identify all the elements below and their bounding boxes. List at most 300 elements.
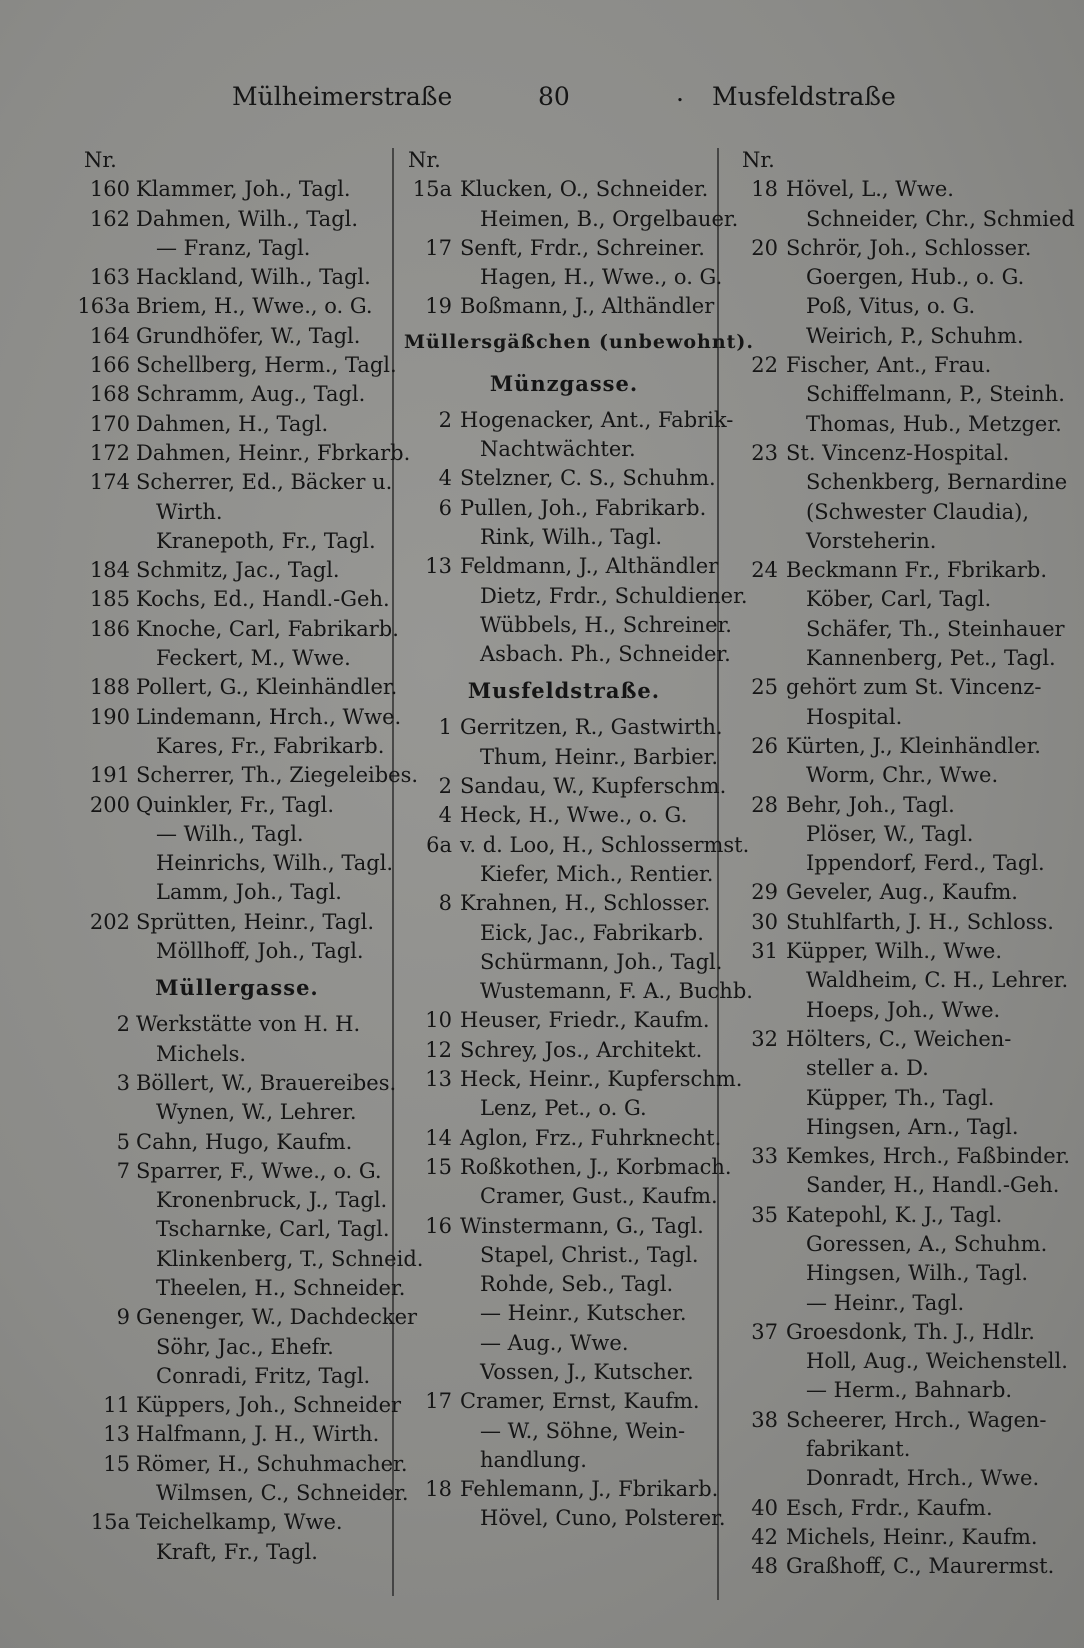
- house-number: 168: [89, 382, 130, 407]
- directory-entry: [72, 878, 402, 907]
- house-number: 2: [438, 407, 452, 432]
- directory-entry: [72, 556, 402, 585]
- resident-text: Tscharnke, Carl, Tagl.: [156, 1217, 390, 1242]
- street-heading: [72, 966, 402, 1010]
- resident-text: Hackland, Wilh., Tagl.: [136, 265, 371, 290]
- directory-entry: [404, 772, 727, 801]
- directory-entry: [736, 908, 1076, 937]
- resident-text: Cahn, Hugo, Kaufm.: [136, 1129, 353, 1154]
- house-number: 185: [89, 587, 130, 612]
- page-number: 80: [538, 82, 570, 111]
- house-number: 40: [751, 1495, 778, 1520]
- directory-entry: [736, 703, 1076, 732]
- resident-text: Esch, Frdr., Kaufm.: [786, 1495, 993, 1520]
- directory-entry: [72, 498, 402, 527]
- directory-entry: [404, 1299, 724, 1328]
- column-2: [404, 146, 755, 1534]
- street-heading: [404, 669, 724, 713]
- resident-text: Halfmann, J. H., Wirth.: [136, 1422, 380, 1447]
- directory-entry: [736, 1376, 1076, 1405]
- directory-entry: [404, 713, 724, 742]
- resident-text: Holl, Aug., Weichenstell.: [806, 1349, 1068, 1374]
- directory-entry: [736, 263, 1076, 292]
- house-number: 9: [116, 1305, 130, 1330]
- resident-text: Hospital.: [806, 704, 903, 729]
- directory-entry: [736, 556, 1076, 585]
- directory-entry: [72, 1479, 409, 1508]
- directory-entry: [404, 175, 724, 204]
- resident-text: Vossen, J., Kutscher.: [480, 1359, 694, 1384]
- resident-text: Dahmen, Wilh., Tagl.: [136, 206, 359, 231]
- house-number: 190: [89, 704, 130, 729]
- resident-text: Krahnen, H., Schlosser.: [460, 891, 711, 916]
- directory-entry: [72, 732, 402, 761]
- resident-text: — Heinr., Tagl.: [806, 1290, 965, 1315]
- resident-text: steller a. D.: [806, 1056, 929, 1081]
- house-number: 12: [425, 1037, 452, 1062]
- resident-text: Rink, Wilh., Tagl.: [480, 524, 663, 549]
- resident-text: Hövel, L., Wwe.: [786, 177, 954, 202]
- directory-entry: [72, 1303, 418, 1332]
- resident-text: Knoche, Carl, Fabrikarb.: [136, 616, 399, 641]
- resident-text: Stapel, Christ., Tagl.: [480, 1242, 699, 1267]
- resident-text: (Schwester Claudia),: [806, 499, 1030, 524]
- directory-entry: [736, 1171, 1076, 1200]
- house-number: 5: [116, 1129, 130, 1154]
- directory-entry: [72, 849, 402, 878]
- directory-entry: [72, 468, 402, 497]
- resident-text: Wustemann, F. A., Buchb.: [480, 979, 753, 1004]
- house-number: 31: [751, 939, 778, 964]
- house-number: 163: [89, 265, 130, 290]
- directory-entry: [72, 791, 402, 820]
- resident-text: Nachtwächter.: [480, 437, 636, 462]
- house-number: 202: [89, 909, 130, 934]
- directory-entry: [736, 1142, 1076, 1171]
- page-header: [0, 78, 1084, 118]
- directory-entry: [72, 322, 402, 351]
- house-number: 25: [751, 675, 778, 700]
- resident-text: Wynen, W., Lehrer.: [156, 1100, 357, 1125]
- directory-entry: [736, 1464, 1076, 1493]
- directory-entry: [736, 292, 1076, 321]
- directory-entry: [404, 205, 739, 234]
- directory-entry: [72, 292, 402, 321]
- house-number: 200: [89, 792, 130, 817]
- number-column-label: [736, 146, 1076, 175]
- resident-text: Quinkler, Fr., Tagl.: [136, 792, 334, 817]
- directory-entry: [736, 1230, 1076, 1259]
- resident-text: Thum, Heinr., Barbier.: [480, 744, 719, 769]
- directory-entry: [72, 1333, 402, 1362]
- directory-entry: [736, 1113, 1076, 1142]
- resident-text: Küppers, Joh., Schneider: [136, 1393, 402, 1418]
- directory-entry: [404, 889, 724, 918]
- house-number: 13: [103, 1422, 130, 1447]
- resident-text: Genenger, W., Dachdecker: [136, 1305, 418, 1330]
- resident-text: Weirich, P., Schuhm.: [806, 323, 1024, 348]
- directory-entry: [72, 351, 402, 380]
- resident-text: Michels, Heinr., Kaufm.: [786, 1524, 1038, 1549]
- resident-text: Waldheim, C. H., Lehrer.: [806, 968, 1069, 993]
- house-number: 19: [425, 294, 452, 319]
- resident-text: Boßmann, J., Althändler: [460, 294, 715, 319]
- resident-text: Hövel, Cuno, Polsterer.: [480, 1506, 726, 1531]
- house-number: 22: [751, 353, 778, 378]
- header-dot: .: [676, 78, 684, 107]
- directory-entry: [72, 644, 402, 673]
- resident-text: Thomas, Hub., Metzger.: [806, 411, 1062, 436]
- column-3: [736, 146, 1076, 1582]
- resident-text: Heck, Heinr., Kupferschm.: [460, 1067, 743, 1092]
- resident-text: Senft, Frdr., Schreiner.: [460, 235, 705, 260]
- directory-entry: [736, 849, 1076, 878]
- resident-text: Dahmen, H., Tagl.: [136, 411, 329, 436]
- directory-entry: [736, 1494, 1076, 1523]
- directory-entry: [404, 1446, 724, 1475]
- house-number: 30: [751, 909, 778, 934]
- resident-text: Theelen, H., Schneider.: [156, 1275, 406, 1300]
- house-number: 191: [89, 763, 130, 788]
- number-column-label: [72, 146, 402, 175]
- house-number: 3: [116, 1070, 130, 1095]
- resident-text: Küpper, Th., Tagl.: [806, 1085, 995, 1110]
- house-number: 170: [89, 411, 130, 436]
- resident-text: Klucken, O., Schneider.: [460, 177, 709, 202]
- directory-entry: [404, 234, 724, 263]
- directory-entry: [72, 1274, 406, 1303]
- house-number: 28: [751, 792, 778, 817]
- house-number: 10: [425, 1008, 452, 1033]
- directory-entry: [404, 831, 750, 860]
- resident-text: Behr, Joh., Tagl.: [786, 792, 955, 817]
- house-number: 42: [751, 1524, 778, 1549]
- directory-entry: [404, 523, 724, 552]
- resident-text: Eick, Jac., Fabrikarb.: [480, 920, 704, 945]
- resident-text: Schrey, Jos., Architekt.: [460, 1037, 703, 1062]
- resident-text: Klinkenberg, T., Schneid.: [156, 1246, 424, 1271]
- house-number: 17: [425, 235, 452, 260]
- directory-entry: [72, 1391, 402, 1420]
- directory-entry: [404, 977, 753, 1006]
- resident-text: Sprütten, Heinr., Tagl.: [136, 909, 375, 934]
- resident-text: Pullen, Joh., Fabrikarb.: [460, 495, 707, 520]
- resident-text: Hingsen, Arn., Tagl.: [806, 1114, 1019, 1139]
- resident-text: Sandau, W., Kupferschm.: [460, 774, 727, 799]
- resident-text: — Wilh., Tagl.: [156, 821, 304, 846]
- directory-entry: [736, 732, 1076, 761]
- resident-text: Gerritzen, R., Gastwirth.: [460, 715, 723, 740]
- directory-entry: [72, 175, 402, 204]
- resident-text: Kraft, Fr., Tagl.: [156, 1539, 318, 1564]
- house-number: 162: [89, 206, 130, 231]
- directory-entry: [404, 406, 734, 435]
- directory-entry: [404, 1153, 732, 1182]
- directory-entry: [72, 380, 402, 409]
- resident-text: Hingsen, Wilh., Tagl.: [806, 1261, 1029, 1286]
- resident-text: Grundhöfer, W., Tagl.: [136, 323, 361, 348]
- house-number: 38: [751, 1407, 778, 1432]
- resident-text: Nr.: [408, 148, 441, 172]
- directory-entry: [72, 410, 402, 439]
- directory-entry: [736, 1523, 1076, 1552]
- directory-entry: [404, 743, 724, 772]
- resident-text: Klammer, Joh., Tagl.: [136, 177, 351, 202]
- house-number: 188: [89, 675, 130, 700]
- resident-text: Feckert, M., Wwe.: [156, 646, 351, 671]
- directory-entry: [72, 1420, 402, 1449]
- resident-text: Aglon, Frz., Fuhrknecht.: [460, 1125, 722, 1150]
- directory-entry: [72, 673, 402, 702]
- resident-text: Schmitz, Jac., Tagl.: [136, 558, 340, 583]
- resident-text: Römer, H., Schuhmacher.: [136, 1451, 408, 1476]
- street-name: Musfeldstraße.: [467, 678, 661, 704]
- street-heading: [404, 362, 724, 406]
- house-number: 4: [438, 466, 452, 491]
- house-number: 7: [116, 1158, 130, 1183]
- resident-text: Kochs, Ed., Handl.-Geh.: [136, 587, 390, 612]
- directory-entry: [404, 611, 732, 640]
- resident-text: Plöser, W., Tagl.: [806, 821, 974, 846]
- directory-entry: [72, 820, 402, 849]
- directory-entry: [72, 527, 402, 556]
- house-number: 16: [425, 1213, 452, 1238]
- directory-entry: [404, 1124, 724, 1153]
- resident-text: Heinrichs, Wilh., Tagl.: [156, 851, 394, 876]
- directory-entry: [404, 292, 724, 321]
- house-number: 164: [89, 323, 130, 348]
- house-number: 184: [89, 558, 130, 583]
- house-number: 15a: [90, 1510, 130, 1535]
- house-number: 166: [89, 353, 130, 378]
- house-number: 15: [425, 1154, 452, 1179]
- directory-entry: [736, 673, 1076, 702]
- house-number: 18: [751, 177, 778, 202]
- resident-text: Scherrer, Th., Ziegeleibes.: [136, 763, 419, 788]
- resident-text: Kranepoth, Fr., Tagl.: [156, 528, 376, 553]
- house-number: 14: [425, 1125, 452, 1150]
- resident-text: Kannenberg, Pet., Tagl.: [806, 646, 1056, 671]
- directory-entry: [72, 761, 419, 790]
- house-number: 18: [425, 1477, 452, 1502]
- house-number: 13: [425, 554, 452, 579]
- directory-entry: [736, 996, 1076, 1025]
- directory-entry: [72, 1186, 402, 1215]
- resident-text: Katepohl, K. J., Tagl.: [786, 1202, 1003, 1227]
- directory-entry: [736, 791, 1076, 820]
- house-number: 29: [751, 880, 778, 905]
- resident-text: gehört zum St. Vincenz-: [786, 675, 1042, 700]
- resident-text: Stuhlfarth, J. H., Schloss.: [786, 909, 1054, 934]
- house-number: 23: [751, 440, 778, 465]
- directory-entry: [404, 801, 724, 830]
- directory-entry: [404, 582, 748, 611]
- resident-text: fabrikant.: [806, 1437, 911, 1462]
- resident-text: Sander, H., Handl.-Geh.: [806, 1173, 1060, 1198]
- directory-entry: [72, 615, 402, 644]
- resident-text: Lindemann, Hrch., Wwe.: [136, 704, 402, 729]
- directory-entry: [736, 351, 1076, 380]
- resident-text: Schürmann, Joh., Tagl.: [480, 949, 723, 974]
- resident-text: — Herm., Bahnarb.: [806, 1378, 1013, 1403]
- house-number: 11: [103, 1393, 130, 1418]
- directory-entry: [736, 498, 1076, 527]
- house-number: 13: [425, 1067, 452, 1092]
- resident-text: Werkstätte von H. H.: [136, 1012, 361, 1037]
- directory-entry: [72, 1157, 402, 1186]
- resident-text: Schäfer, Th., Steinhauer: [806, 616, 1065, 641]
- resident-text: Cramer, Ernst, Kaufm.: [460, 1389, 700, 1414]
- resident-text: Hölters, C., Weichen-: [786, 1026, 1012, 1051]
- resident-text: Fehlemann, J., Fbrikarb.: [460, 1477, 719, 1502]
- resident-text: handlung.: [480, 1447, 587, 1472]
- directory-entry: [736, 1318, 1076, 1347]
- directory-entry: [736, 1259, 1076, 1288]
- resident-text: Nr.: [742, 148, 775, 172]
- street-name: Müllersgäßchen (unbewohnt).: [404, 330, 755, 353]
- resident-text: — Aug., Wwe.: [480, 1330, 629, 1355]
- resident-text: Möllhoff, Joh., Tagl.: [156, 939, 364, 964]
- directory-entry: [736, 410, 1076, 439]
- directory-entry: [404, 464, 724, 493]
- directory-entry: [736, 1084, 1076, 1113]
- house-number: 160: [89, 177, 130, 202]
- resident-text: Dahmen, Heinr., Fbrkarb.: [136, 440, 411, 465]
- resident-text: Schellberg, Herm., Tagl.: [136, 353, 397, 378]
- house-number: 2: [116, 1012, 130, 1037]
- house-number: 15: [103, 1451, 130, 1476]
- street-name: Müllergasse.: [155, 975, 319, 1001]
- resident-text: Ippendorf, Ferd., Tagl.: [806, 851, 1045, 876]
- header-left-street: Mülheimerstraße: [232, 82, 453, 111]
- street-name: Münzgasse.: [489, 370, 639, 396]
- resident-text: Worm, Chr., Wwe.: [806, 763, 999, 788]
- resident-text: Roßkothen, J., Korbmach.: [460, 1154, 732, 1179]
- resident-text: Kürten, J., Kleinhändler.: [786, 733, 1041, 758]
- directory-entry: [736, 937, 1076, 966]
- resident-text: Donradt, Hrch., Wwe.: [806, 1466, 1040, 1491]
- house-number: 6a: [426, 832, 452, 857]
- house-number: 26: [751, 733, 778, 758]
- resident-text: Söhr, Jac., Ehefr.: [156, 1334, 334, 1359]
- resident-text: Briem, H., Wwe., o. G.: [136, 294, 373, 319]
- directory-entry: [736, 1406, 1076, 1435]
- house-number: 15a: [412, 177, 452, 202]
- directory-entry: [736, 820, 1076, 849]
- resident-text: Goergen, Hub., o. G.: [806, 265, 1025, 290]
- directory-entry: [404, 1241, 724, 1270]
- directory-entry: [404, 1094, 724, 1123]
- directory-entry: [736, 644, 1076, 673]
- resident-text: Wilmsen, C., Schneider.: [156, 1481, 409, 1506]
- resident-text: Schenkberg, Bernardine: [806, 470, 1068, 495]
- house-number: 17: [425, 1389, 452, 1414]
- directory-entry: [72, 937, 402, 966]
- directory-entry: [72, 703, 402, 732]
- house-number: 32: [751, 1026, 778, 1051]
- resident-text: Kiefer, Mich., Rentier.: [480, 861, 714, 886]
- resident-text: Wirth.: [156, 499, 223, 524]
- resident-text: Lenz, Pet., o. G.: [480, 1096, 647, 1121]
- directory-entry: [404, 494, 724, 523]
- directory-entry: [404, 1358, 724, 1387]
- resident-text: Fischer, Ant., Frau.: [786, 353, 992, 378]
- directory-entry: [736, 585, 1076, 614]
- directory-entry: [404, 435, 724, 464]
- directory-entry: [736, 1289, 1076, 1318]
- directory-entry: [72, 1245, 424, 1274]
- number-column-label: [404, 146, 724, 175]
- resident-text: v. d. Loo, H., Schlossermst.: [460, 832, 750, 857]
- resident-text: — Heinr., Kutscher.: [480, 1301, 687, 1326]
- resident-text: Lamm, Joh., Tagl.: [156, 880, 342, 905]
- resident-text: Kronenbruck, J., Tagl.: [156, 1188, 388, 1213]
- house-number: 163a: [77, 294, 130, 319]
- directory-entry: [736, 439, 1076, 468]
- resident-text: Teichelkamp, Wwe.: [136, 1510, 343, 1535]
- resident-text: Michels.: [156, 1041, 247, 1066]
- directory-entry: [404, 263, 724, 292]
- resident-text: — W., Söhne, Wein-: [480, 1418, 686, 1443]
- resident-text: Winstermann, G., Tagl.: [460, 1213, 704, 1238]
- street-heading: [404, 322, 755, 362]
- directory-entry: [404, 1270, 724, 1299]
- directory-entry: [404, 640, 731, 669]
- house-number: 4: [438, 803, 452, 828]
- resident-text: Heuser, Friedr., Kaufm.: [460, 1008, 710, 1033]
- directory-entry: [72, 1508, 402, 1537]
- resident-text: Poß, Vitus, o. G.: [806, 294, 976, 319]
- directory-entry: [736, 234, 1076, 263]
- house-number: 186: [89, 616, 130, 641]
- resident-text: Schrör, Joh., Schlosser.: [786, 235, 1032, 260]
- directory-entry: [736, 1054, 1076, 1083]
- directory-entry: [404, 1475, 724, 1504]
- directory-entry: [736, 468, 1076, 497]
- header-right-street: Musfeldstraße: [712, 82, 896, 111]
- resident-text: Stelzner, C. S., Schuhm.: [460, 466, 716, 491]
- directory-entry: [72, 1010, 402, 1039]
- resident-text: Kemkes, Hrch., Faßbinder.: [786, 1144, 1071, 1169]
- resident-text: Pollert, G., Kleinhändler.: [136, 675, 398, 700]
- resident-text: Vorsteherin.: [806, 528, 937, 553]
- resident-text: Kares, Fr., Fabrikarb.: [156, 733, 385, 758]
- directory-entry: [736, 1347, 1076, 1376]
- house-number: 6: [438, 495, 452, 520]
- resident-text: — Franz, Tagl.: [156, 235, 311, 260]
- directory-entry: [72, 1362, 402, 1391]
- resident-text: Conradi, Fritz, Tagl.: [156, 1363, 371, 1388]
- resident-text: Beckmann Fr., Fbrikarb.: [786, 558, 1048, 583]
- resident-text: Böllert, W., Brauereibes.: [136, 1070, 397, 1095]
- resident-text: Feldmann, J., Althändler: [460, 554, 719, 579]
- resident-text: Heck, H., Wwe., o. G.: [460, 803, 688, 828]
- directory-entry: [736, 615, 1076, 644]
- resident-text: Cramer, Gust., Kaufm.: [480, 1184, 718, 1209]
- directory-entry: [404, 552, 724, 581]
- directory-entry: [72, 1215, 402, 1244]
- resident-text: Schramm, Aug., Tagl.: [136, 382, 366, 407]
- directory-entry: [736, 878, 1076, 907]
- directory-entry: [72, 1098, 402, 1127]
- house-number: 2: [438, 774, 452, 799]
- directory-entry: [404, 919, 724, 948]
- house-number: 8: [438, 891, 452, 916]
- resident-text: Schiffelmann, P., Steinh.: [806, 382, 1065, 407]
- directory-entry: [736, 761, 1076, 790]
- directory-entry: [72, 585, 402, 614]
- directory-entry: [404, 948, 724, 977]
